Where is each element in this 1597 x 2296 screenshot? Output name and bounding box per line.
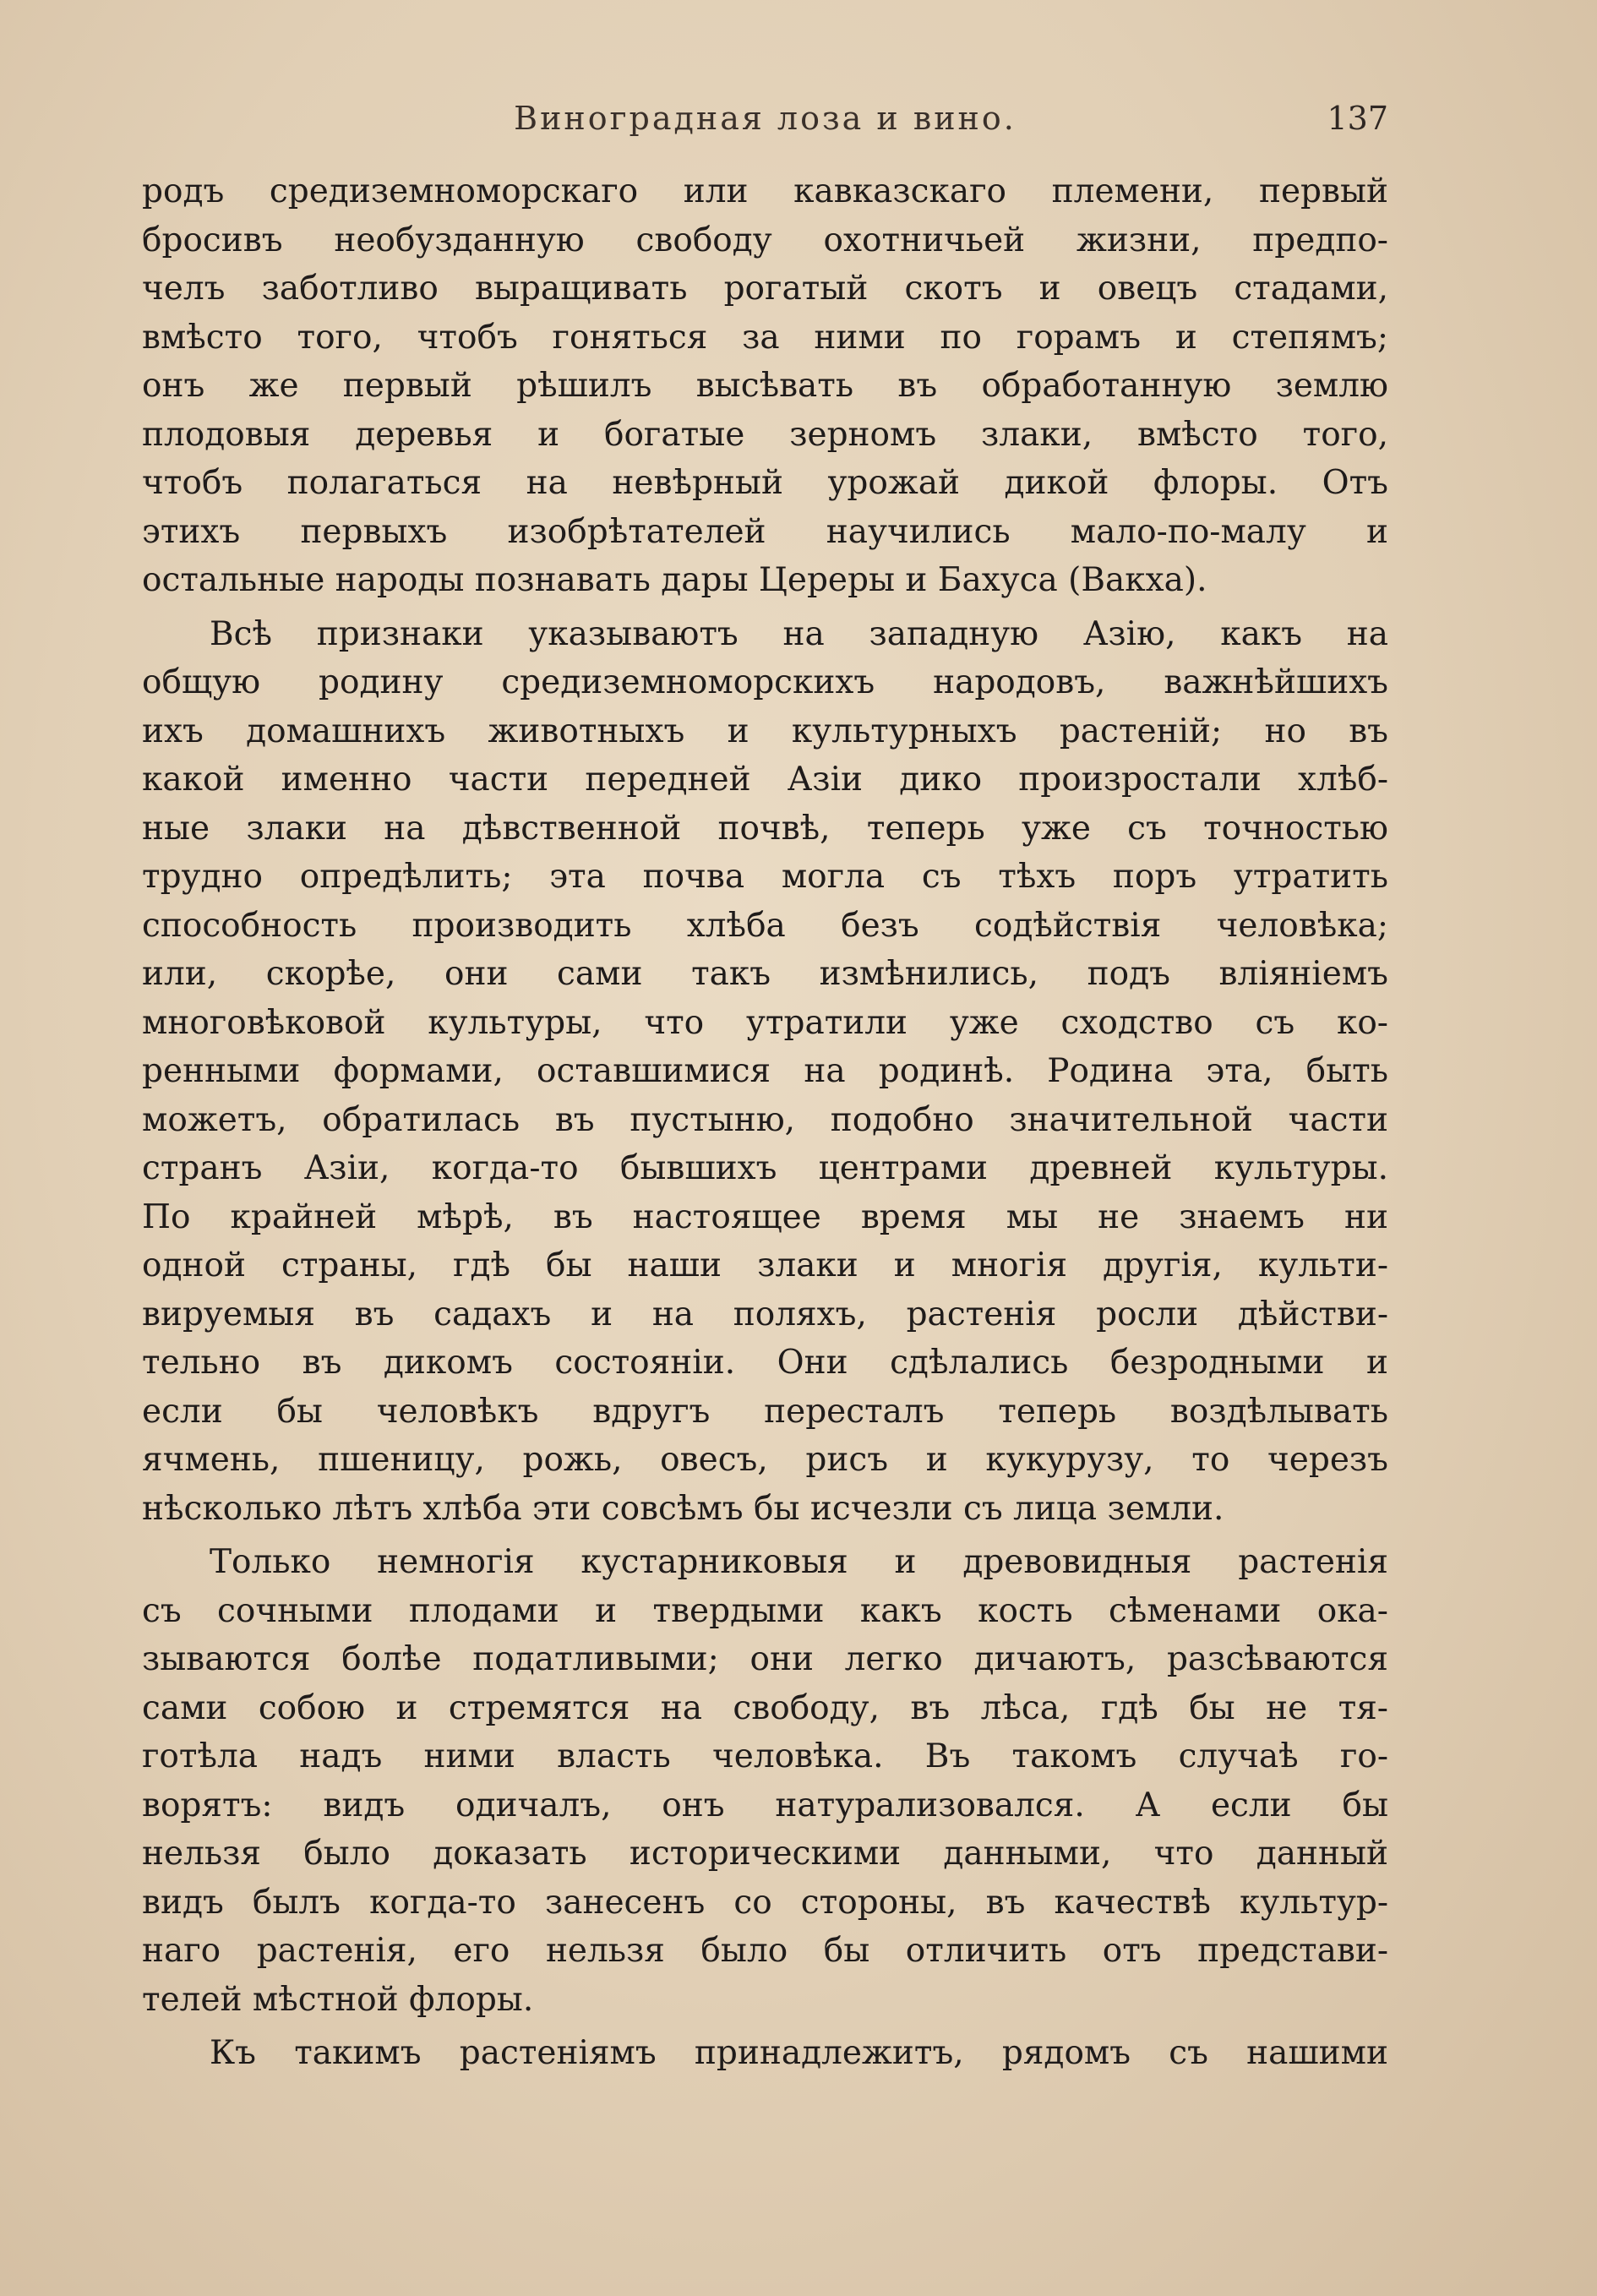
text-line: остальные народы познавать дары Цереры и Бахуса (Вакха). <box>142 561 1207 599</box>
text-line: трудно опредѣлить; эта почва могла съ тѣхъ поръ утратить <box>142 858 1388 896</box>
text-line: этихъ первыхъ изобрѣтателей научились мало-по-малу и <box>142 512 1388 551</box>
page-header <box>142 100 1388 159</box>
text-line: можетъ, обратилась въ пустыню, подобно значительной части <box>142 1100 1388 1139</box>
text-line: нѣсколько лѣтъ хлѣба эти совсѣмъ бы исчезли съ лица земли. <box>142 1489 1224 1528</box>
text-line: плодовыя деревья и богатые зерномъ злаки, вмѣсто того, <box>142 415 1388 454</box>
text-line: бросивъ необузданную свободу охотничьей жизни, предпо- <box>142 221 1388 259</box>
running-title: Виноградная лоза и вино. <box>514 100 1017 137</box>
text-line: странъ Азіи, когда-то бывшихъ центрами древней культуры. <box>142 1149 1388 1187</box>
text-line: телей мѣстной флоры. <box>142 1980 534 2019</box>
text-line: вируемыя въ садахъ и на поляхъ, растенія росли дѣйстви- <box>142 1295 1388 1333</box>
text-line: или, скорѣе, они сами такъ измѣнились, подъ вліяніемъ <box>142 955 1388 993</box>
text-line: Только немногія кустарниковыя и древовидныя растенія <box>210 1543 1388 1581</box>
text-line: наго растенія, его нельзя было бы отличить отъ представи- <box>142 1932 1388 1970</box>
text-line: готѣла надъ ними власть человѣка. Въ такомъ случаѣ го- <box>142 1737 1388 1775</box>
text-line: съ сочными плодами и твердыми какъ кость сѣменами ока- <box>142 1591 1388 1630</box>
paragraph <box>142 167 1388 605</box>
text-line: сами собою и стремятся на свободу, въ лѣса, гдѣ бы не тя- <box>142 1688 1388 1727</box>
text-line: По крайней мѣрѣ, въ настоящее время мы не знаемъ ни <box>142 1197 1388 1236</box>
text-line: онъ же первый рѣшилъ высѣвать въ обработанную землю <box>142 367 1388 405</box>
text-line: вмѣсто того, чтобъ гоняться за ними по горамъ и степямъ; <box>142 318 1388 357</box>
text-line: ихъ домашнихъ животныхъ и культурныхъ растеній; но въ <box>142 712 1388 750</box>
text-line: ворятъ: видъ одичалъ, онъ натурализовался. А если бы <box>142 1786 1388 1824</box>
page-number: 137 <box>1327 100 1388 137</box>
paragraph <box>142 2029 1388 2078</box>
text-line: способность производить хлѣба безъ содѣйствія человѣка; <box>142 906 1388 945</box>
text-line: ренными формами, оставшимися на родинѣ. Родина эта, быть <box>142 1052 1388 1090</box>
text-line: зываются болѣе податливыми; они легко дичаютъ, разсѣваются <box>142 1640 1388 1678</box>
paragraph <box>142 1538 1388 2024</box>
text-line: чтобъ полагаться на невѣрный урожай дикой флоры. Отъ <box>142 464 1388 502</box>
text-line: родъ средиземноморскаго или кавказскаго племени, первый <box>142 172 1388 210</box>
text-line: челъ заботливо выращивать рогатый скотъ и овецъ стадами, <box>142 270 1388 308</box>
text-line: тельно въ дикомъ состояніи. Они сдѣлались безродными и <box>142 1344 1388 1382</box>
text-line: какой именно части передней Азіи дико произростали хлѣб- <box>142 761 1388 799</box>
text-line: ные злаки на дѣвственной почвѣ, теперь уже съ точностью <box>142 809 1388 848</box>
body-text <box>142 167 1388 2083</box>
text-line: если бы человѣкъ вдругъ пересталъ теперь воздѣлывать <box>142 1392 1388 1431</box>
text-line: видъ былъ когда-то занесенъ со стороны, въ качествѣ культур- <box>142 1883 1388 1922</box>
text-line: Къ такимъ растеніямъ принадлежитъ, рядомъ съ нашими <box>210 2034 1388 2072</box>
paragraph <box>142 610 1388 1534</box>
text-line: многовѣковой культуры, что утратили уже сходство съ ко- <box>142 1003 1388 1042</box>
text-line: одной страны, гдѣ бы наши злаки и многія другія, культи- <box>142 1246 1388 1284</box>
text-line: нельзя было доказать историческими данными, что данный <box>142 1835 1388 1873</box>
text-line: Всѣ признаки указываютъ на западную Азію, какъ на <box>210 614 1388 653</box>
text-line: общую родину средиземноморскихъ народовъ, важнѣйшихъ <box>142 663 1388 701</box>
text-line: ячмень, пшеницу, рожь, овесъ, рисъ и кукурузу, то черезъ <box>142 1441 1388 1479</box>
